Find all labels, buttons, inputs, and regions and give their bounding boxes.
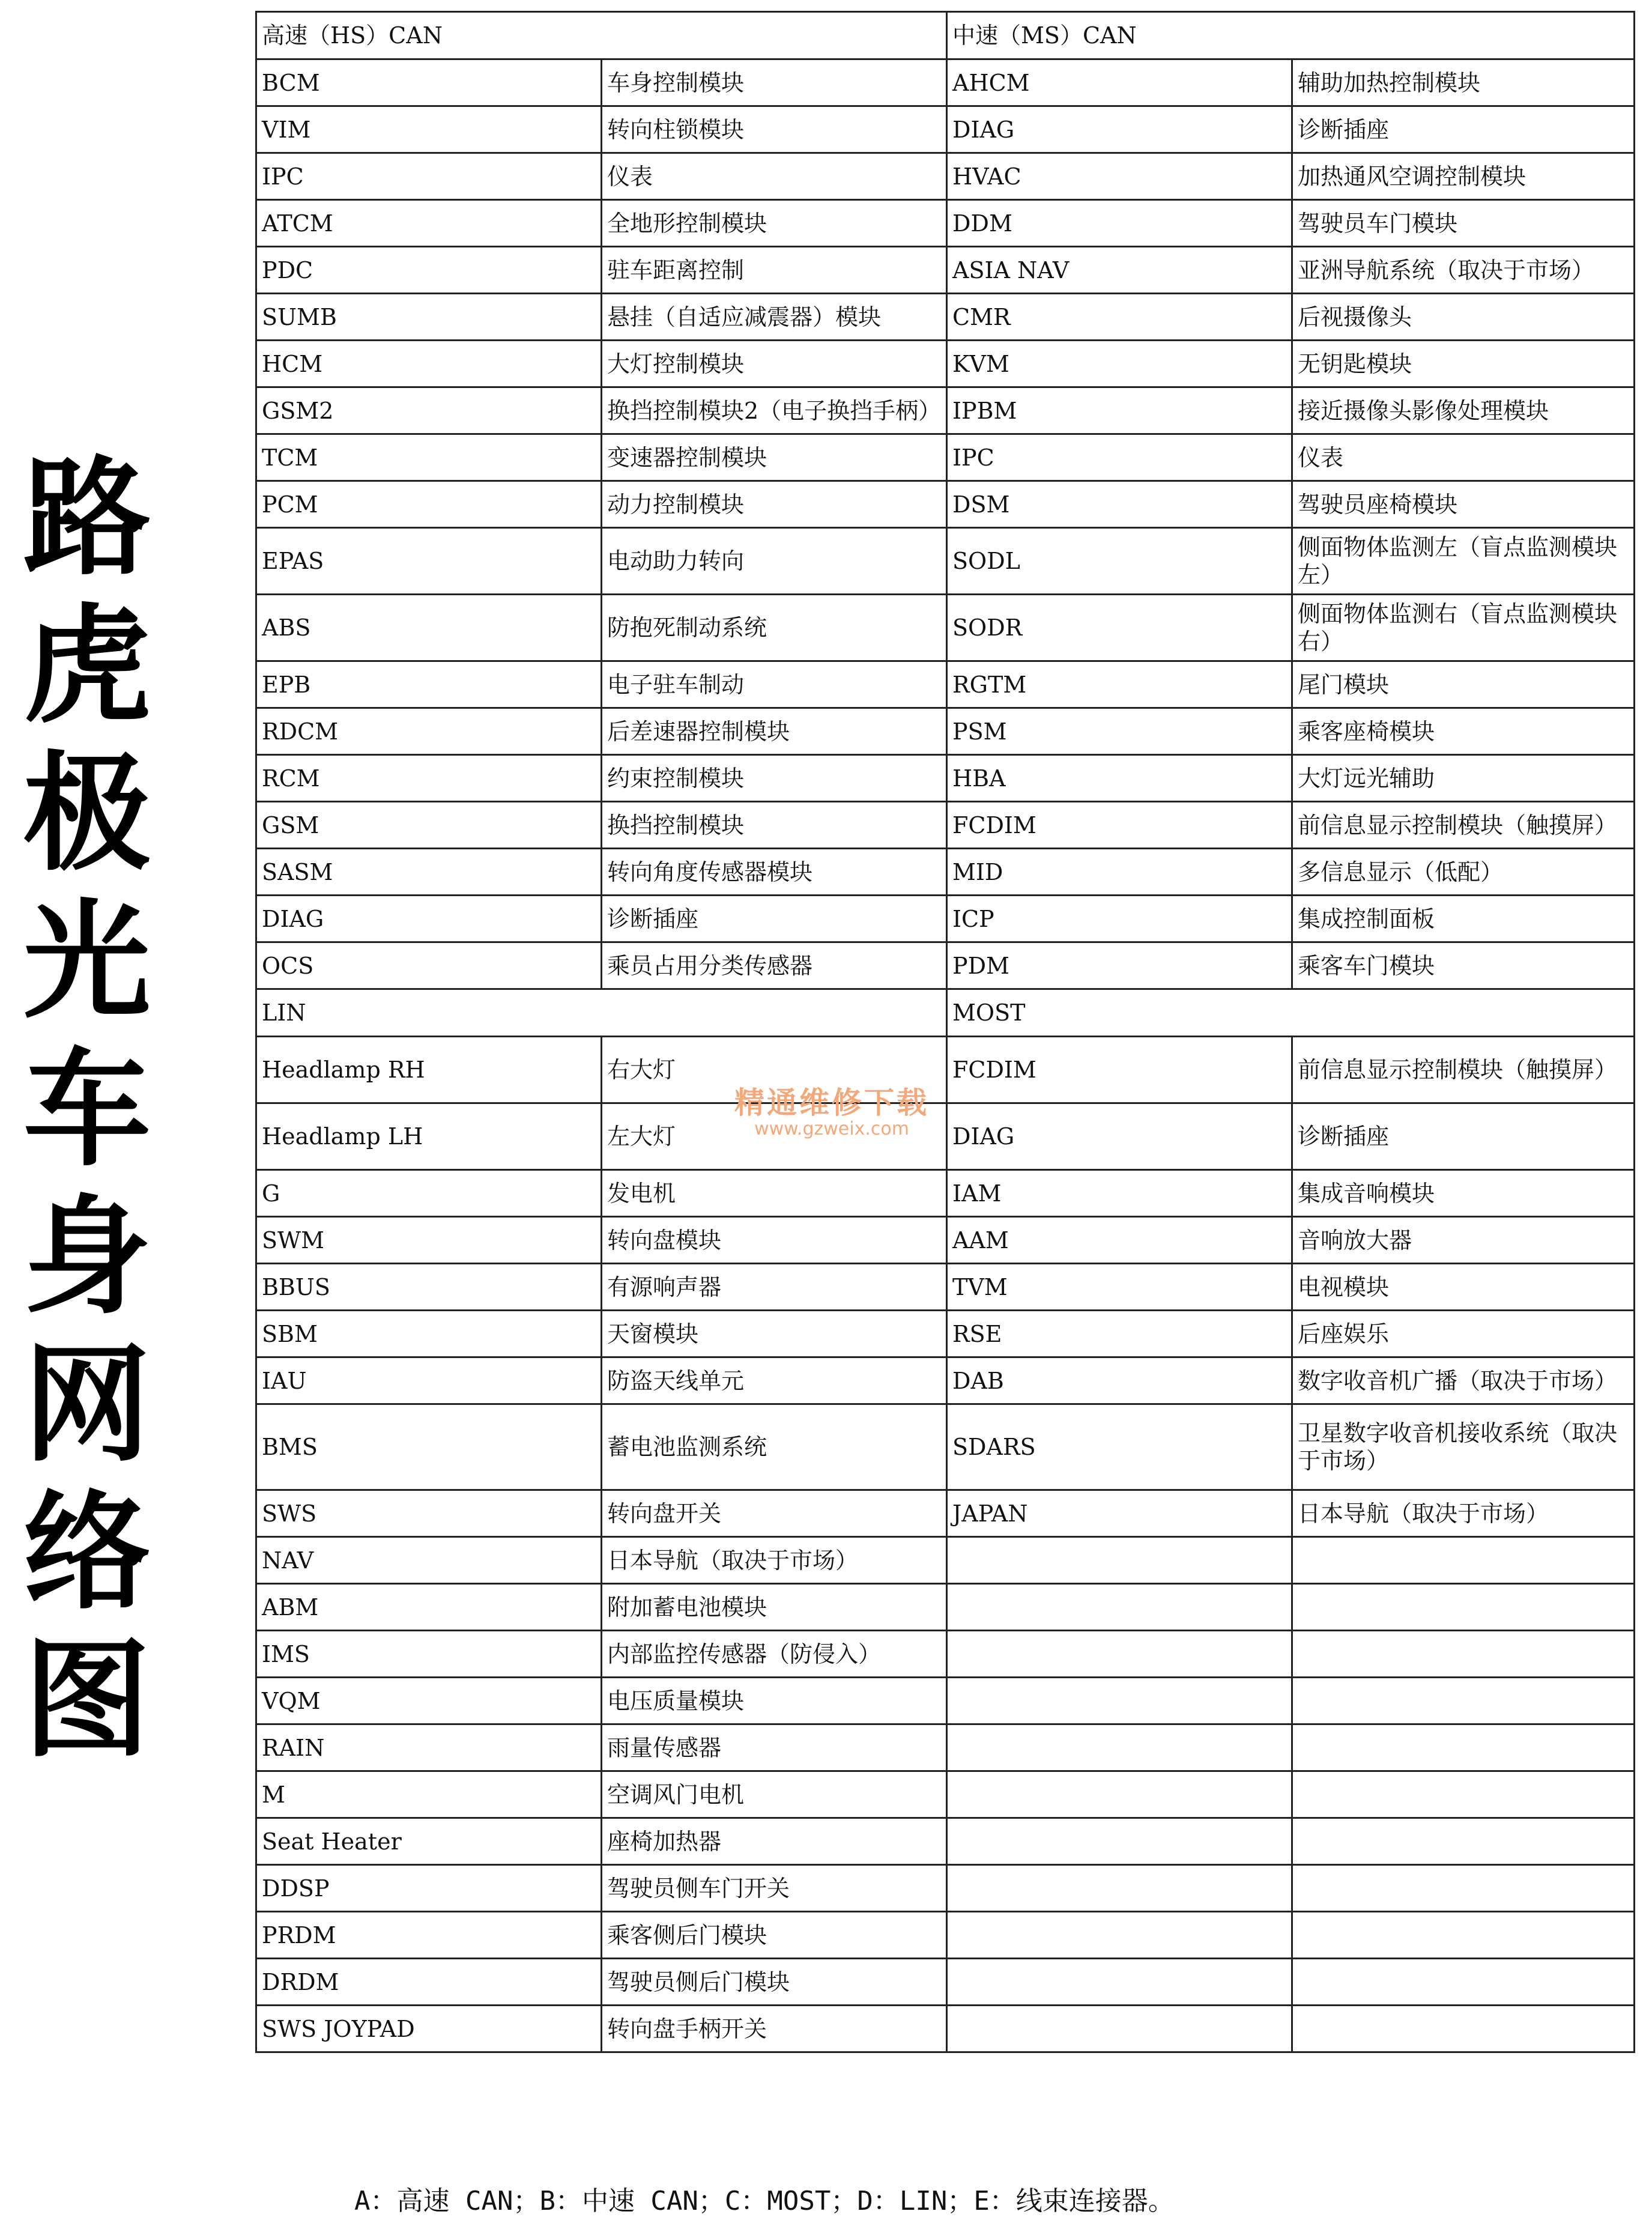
title-char: 虎	[23, 592, 151, 740]
module-code: PDM	[947, 942, 1292, 989]
module-code	[947, 1959, 1292, 2006]
module-name: 电压质量模块	[602, 1678, 947, 1724]
footnote: A：高速 CAN；B：中速 CAN；C：MOST；D：LIN；E：线束连接器。	[354, 2186, 1175, 2216]
module-name: 转向盘开关	[602, 1490, 947, 1537]
module-name: 乘员占用分类传感器	[602, 942, 947, 989]
module-code: AAM	[947, 1217, 1292, 1264]
table-row	[256, 661, 1635, 708]
title-char: 图	[23, 1626, 151, 1774]
module-name: 驾驶员车门模块	[1292, 200, 1635, 247]
module-code: SDARS	[947, 1404, 1292, 1490]
table-row	[256, 1217, 1635, 1264]
module-code: KVM	[947, 341, 1292, 387]
module-code: DRDM	[256, 1959, 602, 2006]
module-name: 亚洲导航系统（取决于市场）	[1292, 247, 1635, 294]
table-row	[256, 595, 1635, 661]
module-code: IPBM	[947, 387, 1292, 434]
module-code: PDC	[256, 247, 602, 294]
module-name	[1292, 1724, 1635, 1771]
section-header-hs-can: 高速（HS）CAN	[256, 12, 947, 59]
module-name: 集成控制面板	[1292, 896, 1635, 942]
module-name: 驾驶员座椅模块	[1292, 481, 1635, 528]
module-name: 转向盘手柄开关	[602, 2006, 947, 2052]
table-row	[256, 59, 1635, 106]
module-name: 驻车距离控制	[602, 247, 947, 294]
table-row	[256, 341, 1635, 387]
table-row	[256, 1865, 1635, 1912]
module-name: 数字收音机广播（取决于市场）	[1292, 1357, 1635, 1404]
module-code	[947, 2006, 1292, 2052]
module-name: 侧面物体监测左（盲点监测模块左）	[1292, 528, 1635, 595]
module-code: IPC	[947, 434, 1292, 481]
module-name: 附加蓄电池模块	[602, 1584, 947, 1631]
module-code: SWS JOYPAD	[256, 2006, 602, 2052]
module-name: 驾驶员侧后门模块	[602, 1959, 947, 2006]
module-code: DSM	[947, 481, 1292, 528]
module-code: SUMB	[256, 294, 602, 341]
module-code: SASM	[256, 849, 602, 896]
module-name: 集成音响模块	[1292, 1170, 1635, 1217]
module-name	[1292, 1818, 1635, 1865]
module-code: HCM	[256, 341, 602, 387]
module-name: 转向角度传感器模块	[602, 849, 947, 896]
module-code: PCM	[256, 481, 602, 528]
vertical-title	[18, 444, 156, 1774]
table-row	[256, 1404, 1635, 1490]
module-code: RDCM	[256, 708, 602, 755]
module-name: 前信息显示控制模块（触摸屏）	[1292, 802, 1635, 849]
table-row	[256, 1678, 1635, 1724]
module-name: 仪表	[602, 153, 947, 200]
module-name: 换挡控制模块2（电子换挡手柄）	[602, 387, 947, 434]
module-code: FCDIM	[947, 802, 1292, 849]
module-code: OCS	[256, 942, 602, 989]
module-name: 左大灯	[602, 1103, 947, 1170]
title-char: 路	[23, 444, 151, 592]
module-code: G	[256, 1170, 602, 1217]
module-name: 电动助力转向	[602, 528, 947, 595]
table-row	[256, 387, 1635, 434]
module-name: 车身控制模块	[602, 59, 947, 106]
table-row	[256, 708, 1635, 755]
section-header-ms-can: 中速（MS）CAN	[947, 12, 1635, 59]
module-code: ASIA NAV	[947, 247, 1292, 294]
module-code: JAPAN	[947, 1490, 1292, 1537]
module-code: RSE	[947, 1311, 1292, 1357]
table-row	[256, 528, 1635, 595]
module-code: TCM	[256, 434, 602, 481]
module-code: DDSP	[256, 1865, 602, 1912]
module-code	[947, 1631, 1292, 1678]
table-row	[256, 1490, 1635, 1537]
module-code: PSM	[947, 708, 1292, 755]
module-code: SODL	[947, 528, 1292, 595]
title-char: 络	[23, 1478, 151, 1627]
module-name: 全地形控制模块	[602, 200, 947, 247]
module-code: IPC	[256, 153, 602, 200]
table-row	[256, 1631, 1635, 1678]
module-code	[947, 1912, 1292, 1959]
network-table	[255, 11, 1635, 2053]
module-name: 雨量传感器	[602, 1724, 947, 1771]
module-name	[1292, 1912, 1635, 1959]
module-name: 大灯远光辅助	[1292, 755, 1635, 802]
module-name: 座椅加热器	[602, 1818, 947, 1865]
section-header-row	[256, 12, 1635, 59]
watermark	[715, 1086, 949, 1139]
module-name: 发电机	[602, 1170, 947, 1217]
module-name	[1292, 1771, 1635, 1818]
module-name: 后视摄像头	[1292, 294, 1635, 341]
module-code	[947, 1818, 1292, 1865]
module-code: DAB	[947, 1357, 1292, 1404]
module-code: SODR	[947, 595, 1292, 661]
module-code: VIM	[256, 106, 602, 153]
module-name: 多信息显示（低配）	[1292, 849, 1635, 896]
module-code: ABM	[256, 1584, 602, 1631]
module-name: 驾驶员侧车门开关	[602, 1865, 947, 1912]
table-row	[256, 1771, 1635, 1818]
module-code: RGTM	[947, 661, 1292, 708]
module-name: 无钥匙模块	[1292, 341, 1635, 387]
title-char: 网	[23, 1330, 151, 1479]
module-name	[1292, 1584, 1635, 1631]
table-row	[256, 434, 1635, 481]
module-name: 变速器控制模块	[602, 434, 947, 481]
table-row	[256, 1311, 1635, 1357]
watermark-url: www.gzweix.com	[754, 1118, 909, 1139]
title-char: 车	[23, 1035, 151, 1183]
module-name: 诊断插座	[1292, 106, 1635, 153]
module-name: 内部监控传感器（防侵入）	[602, 1631, 947, 1678]
table-row	[256, 200, 1635, 247]
module-name: 空调风门电机	[602, 1771, 947, 1818]
module-name: 有源响声器	[602, 1264, 947, 1311]
table-row	[256, 1912, 1635, 1959]
table-row	[256, 942, 1635, 989]
module-code: NAV	[256, 1537, 602, 1584]
title-char: 极	[23, 739, 151, 888]
module-code: AHCM	[947, 59, 1292, 106]
module-code	[947, 1771, 1292, 1818]
module-name: 防盗天线单元	[602, 1357, 947, 1404]
table-row	[256, 1584, 1635, 1631]
module-code	[947, 1865, 1292, 1912]
title-char: 光	[23, 887, 151, 1036]
module-code: Seat Heater	[256, 1818, 602, 1865]
table-row	[256, 896, 1635, 942]
section-header-most: MOST	[947, 989, 1635, 1037]
module-code	[947, 1537, 1292, 1584]
module-name: 前信息显示控制模块（触摸屏）	[1292, 1037, 1635, 1103]
module-code: SWM	[256, 1217, 602, 1264]
module-name: 尾门模块	[1292, 661, 1635, 708]
module-name: 卫星数字收音机接收系统（取决于市场）	[1292, 1404, 1635, 1490]
module-code: RCM	[256, 755, 602, 802]
module-name: 仪表	[1292, 434, 1635, 481]
module-code: IAU	[256, 1357, 602, 1404]
table-row	[256, 1724, 1635, 1771]
module-code: VQM	[256, 1678, 602, 1724]
watermark-text: 精通维修下载	[734, 1085, 929, 1120]
table-row	[256, 153, 1635, 200]
module-name: 约束控制模块	[602, 755, 947, 802]
module-code: DDM	[947, 200, 1292, 247]
module-code: BCM	[256, 59, 602, 106]
module-name: 诊断插座	[1292, 1103, 1635, 1170]
module-code: RAIN	[256, 1724, 602, 1771]
module-name	[1292, 1537, 1635, 1584]
module-code: SBM	[256, 1311, 602, 1357]
table-row	[256, 849, 1635, 896]
module-name: 大灯控制模块	[602, 341, 947, 387]
table-row	[256, 294, 1635, 341]
module-code: CMR	[947, 294, 1292, 341]
module-code: TVM	[947, 1264, 1292, 1311]
module-name: 后座娱乐	[1292, 1311, 1635, 1357]
module-name: 乘客车门模块	[1292, 942, 1635, 989]
module-code: GSM	[256, 802, 602, 849]
module-name: 换挡控制模块	[602, 802, 947, 849]
module-code: Headlamp LH	[256, 1103, 602, 1170]
module-name: 动力控制模块	[602, 481, 947, 528]
module-code: EPAS	[256, 528, 602, 595]
module-name: 防抱死制动系统	[602, 595, 947, 661]
table-row	[256, 106, 1635, 153]
module-code: DIAG	[256, 896, 602, 942]
module-code: BMS	[256, 1404, 602, 1490]
table-row	[256, 755, 1635, 802]
table-row	[256, 802, 1635, 849]
module-code: DIAG	[947, 106, 1292, 153]
section-header-row	[256, 989, 1635, 1037]
module-name: 天窗模块	[602, 1311, 947, 1357]
module-name	[1292, 2006, 1635, 2052]
module-code: SWS	[256, 1490, 602, 1537]
table-row	[256, 1959, 1635, 2006]
module-name: 乘客侧后门模块	[602, 1912, 947, 1959]
module-name	[1292, 1865, 1635, 1912]
module-name: 诊断插座	[602, 896, 947, 942]
module-name: 接近摄像头影像处理模块	[1292, 387, 1635, 434]
module-name: 辅助加热控制模块	[1292, 59, 1635, 106]
table-row	[256, 2006, 1635, 2052]
module-name: 电视模块	[1292, 1264, 1635, 1311]
module-name	[1292, 1959, 1635, 2006]
module-name: 电子驻车制动	[602, 661, 947, 708]
module-code: MID	[947, 849, 1292, 896]
module-code: BBUS	[256, 1264, 602, 1311]
title-char: 身	[23, 1183, 151, 1331]
table-row	[256, 1264, 1635, 1311]
table-row	[256, 1170, 1635, 1217]
module-name: 音响放大器	[1292, 1217, 1635, 1264]
module-name: 加热通风空调控制模块	[1292, 153, 1635, 200]
module-code: DIAG	[947, 1103, 1292, 1170]
module-code: IMS	[256, 1631, 602, 1678]
module-code: IAM	[947, 1170, 1292, 1217]
module-code: EPB	[256, 661, 602, 708]
module-name: 转向柱锁模块	[602, 106, 947, 153]
table-row	[256, 247, 1635, 294]
module-code	[947, 1724, 1292, 1771]
table-row	[256, 1537, 1635, 1584]
module-name: 日本导航（取决于市场）	[602, 1537, 947, 1584]
module-name: 日本导航（取决于市场）	[1292, 1490, 1635, 1537]
module-code	[947, 1678, 1292, 1724]
module-name: 蓄电池监测系统	[602, 1404, 947, 1490]
module-code: HVAC	[947, 153, 1292, 200]
module-code: M	[256, 1771, 602, 1818]
table-row	[256, 481, 1635, 528]
module-name	[1292, 1678, 1635, 1724]
table-row	[256, 1357, 1635, 1404]
module-code: FCDIM	[947, 1037, 1292, 1103]
module-code	[947, 1584, 1292, 1631]
module-name: 乘客座椅模块	[1292, 708, 1635, 755]
table-row	[256, 1818, 1635, 1865]
module-code: ATCM	[256, 200, 602, 247]
module-name: 后差速器控制模块	[602, 708, 947, 755]
module-code: ICP	[947, 896, 1292, 942]
module-code: ABS	[256, 595, 602, 661]
module-name	[1292, 1631, 1635, 1678]
module-name: 悬挂（自适应减震器）模块	[602, 294, 947, 341]
section-header-lin: LIN	[256, 989, 947, 1037]
module-code: HBA	[947, 755, 1292, 802]
module-name: 侧面物体监测右（盲点监测模块右）	[1292, 595, 1635, 661]
module-name: 转向盘模块	[602, 1217, 947, 1264]
module-code: Headlamp RH	[256, 1037, 602, 1103]
module-name: 右大灯	[602, 1037, 947, 1103]
module-code: PRDM	[256, 1912, 602, 1959]
module-code: GSM2	[256, 387, 602, 434]
